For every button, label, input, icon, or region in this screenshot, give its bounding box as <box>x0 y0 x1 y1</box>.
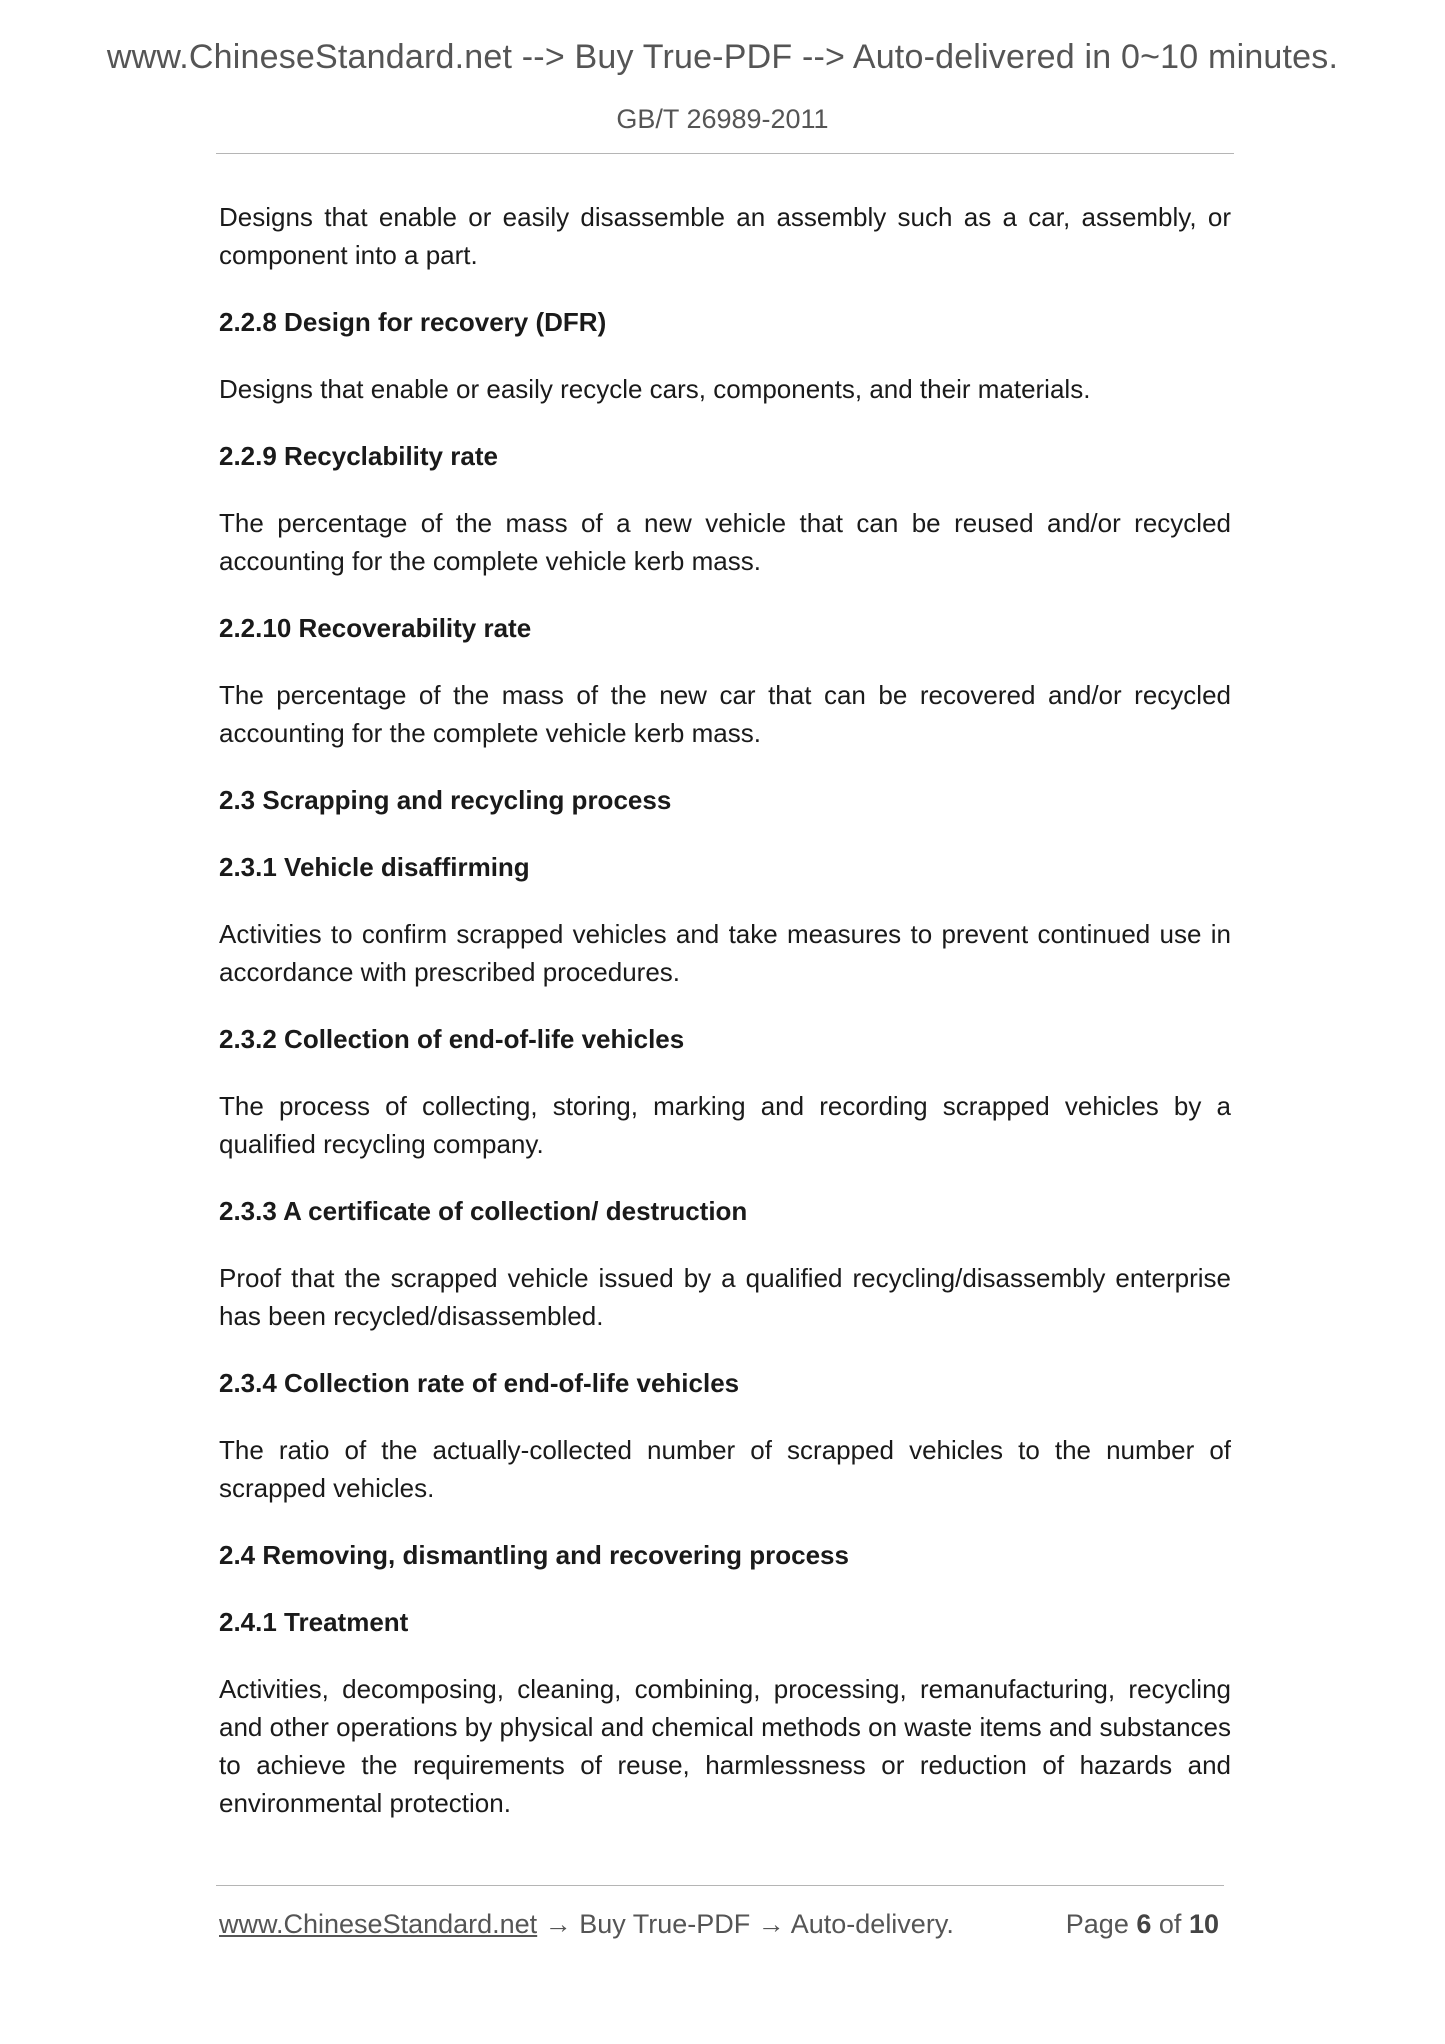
page-number: 6 <box>1136 1909 1152 1939</box>
paragraph-2-3-4: The ratio of the actually-collected number of scrapped vehicles to the number of scrapped vehicles. <box>219 1435 1231 1503</box>
paragraph-2-2-10: The percentage of the mass of the new car that can be recovered and/or recycled accounting for the complete vehicle kerb mass. <box>219 680 1231 748</box>
footer-tail-text: → Buy True-PDF → Auto-delivery. <box>537 1909 954 1939</box>
page-label: Page <box>1065 1909 1129 1939</box>
heading-2-3-3: 2.3.3 A certificate of collection/ destruction <box>219 1196 748 1226</box>
heading-2-3-4: 2.3.4 Collection rate of end-of-life vehicles <box>219 1368 740 1398</box>
heading-2-2-10: 2.2.10 Recoverability rate <box>219 613 532 643</box>
paragraph-2-3-2: The process of collecting, storing, marking and recording scrapped vehicles by a qualified recycling company. <box>219 1091 1231 1159</box>
heading-2-3-1: 2.3.1 Vehicle disaffirming <box>219 852 530 882</box>
paragraph-2-2-8: Designs that enable or easily recycle cars, components, and their materials. <box>219 374 1091 404</box>
heading-2-3: 2.3 Scrapping and recycling process <box>219 785 672 815</box>
document-body <box>219 198 1231 1822</box>
heading-2-2-8: 2.2.8 Design for recovery (DFR) <box>219 307 607 337</box>
intro-paragraph: Designs that enable or easily disassemble an assembly such as a car, assembly, or component into a part. <box>219 202 1231 270</box>
page-total: 10 <box>1188 1909 1219 1939</box>
footer-left <box>219 1909 954 1940</box>
paragraph-2-2-9: The percentage of the mass of a new vehicle that can be reused and/or recycled accounting for the complete vehicle kerb mass. <box>219 508 1231 576</box>
heading-2-2-9: 2.2.9 Recyclability rate <box>219 441 498 471</box>
of-label: of <box>1158 1909 1182 1939</box>
heading-2-3-2: 2.3.2 Collection of end-of-life vehicles <box>219 1024 685 1054</box>
site-banner: www.ChineseStandard.net --> Buy True-PDF --> Auto-delivered in 0~10 minutes. <box>106 38 1339 76</box>
heading-2-4: 2.4 Removing, dismantling and recovering process <box>219 1540 849 1570</box>
header-divider <box>216 153 1234 154</box>
page-indicator <box>1066 1909 1219 1940</box>
paragraph-2-3-3: Proof that the scrapped vehicle issued by a qualified recycling/disassembly enterprise has been recycled/disassembled. <box>219 1263 1231 1331</box>
standard-code: GB/T 26989-2011 <box>616 104 829 134</box>
footer-divider <box>216 1885 1224 1886</box>
heading-2-4-1: 2.4.1 Treatment <box>219 1607 409 1637</box>
site-link[interactable]: www.ChineseStandard.net <box>219 1909 538 1939</box>
paragraph-2-3-1: Activities to confirm scrapped vehicles and take measures to prevent continued use in accordance with prescribed procedures. <box>219 919 1231 987</box>
paragraph-2-4-1: Activities, decomposing, cleaning, combining, processing, remanufacturing, recycling and other operations by physical and chemical methods on waste items and substances to achieve the requirements of reuse, harmlessness or reduction of hazards and environmental protection. <box>219 1674 1231 1818</box>
